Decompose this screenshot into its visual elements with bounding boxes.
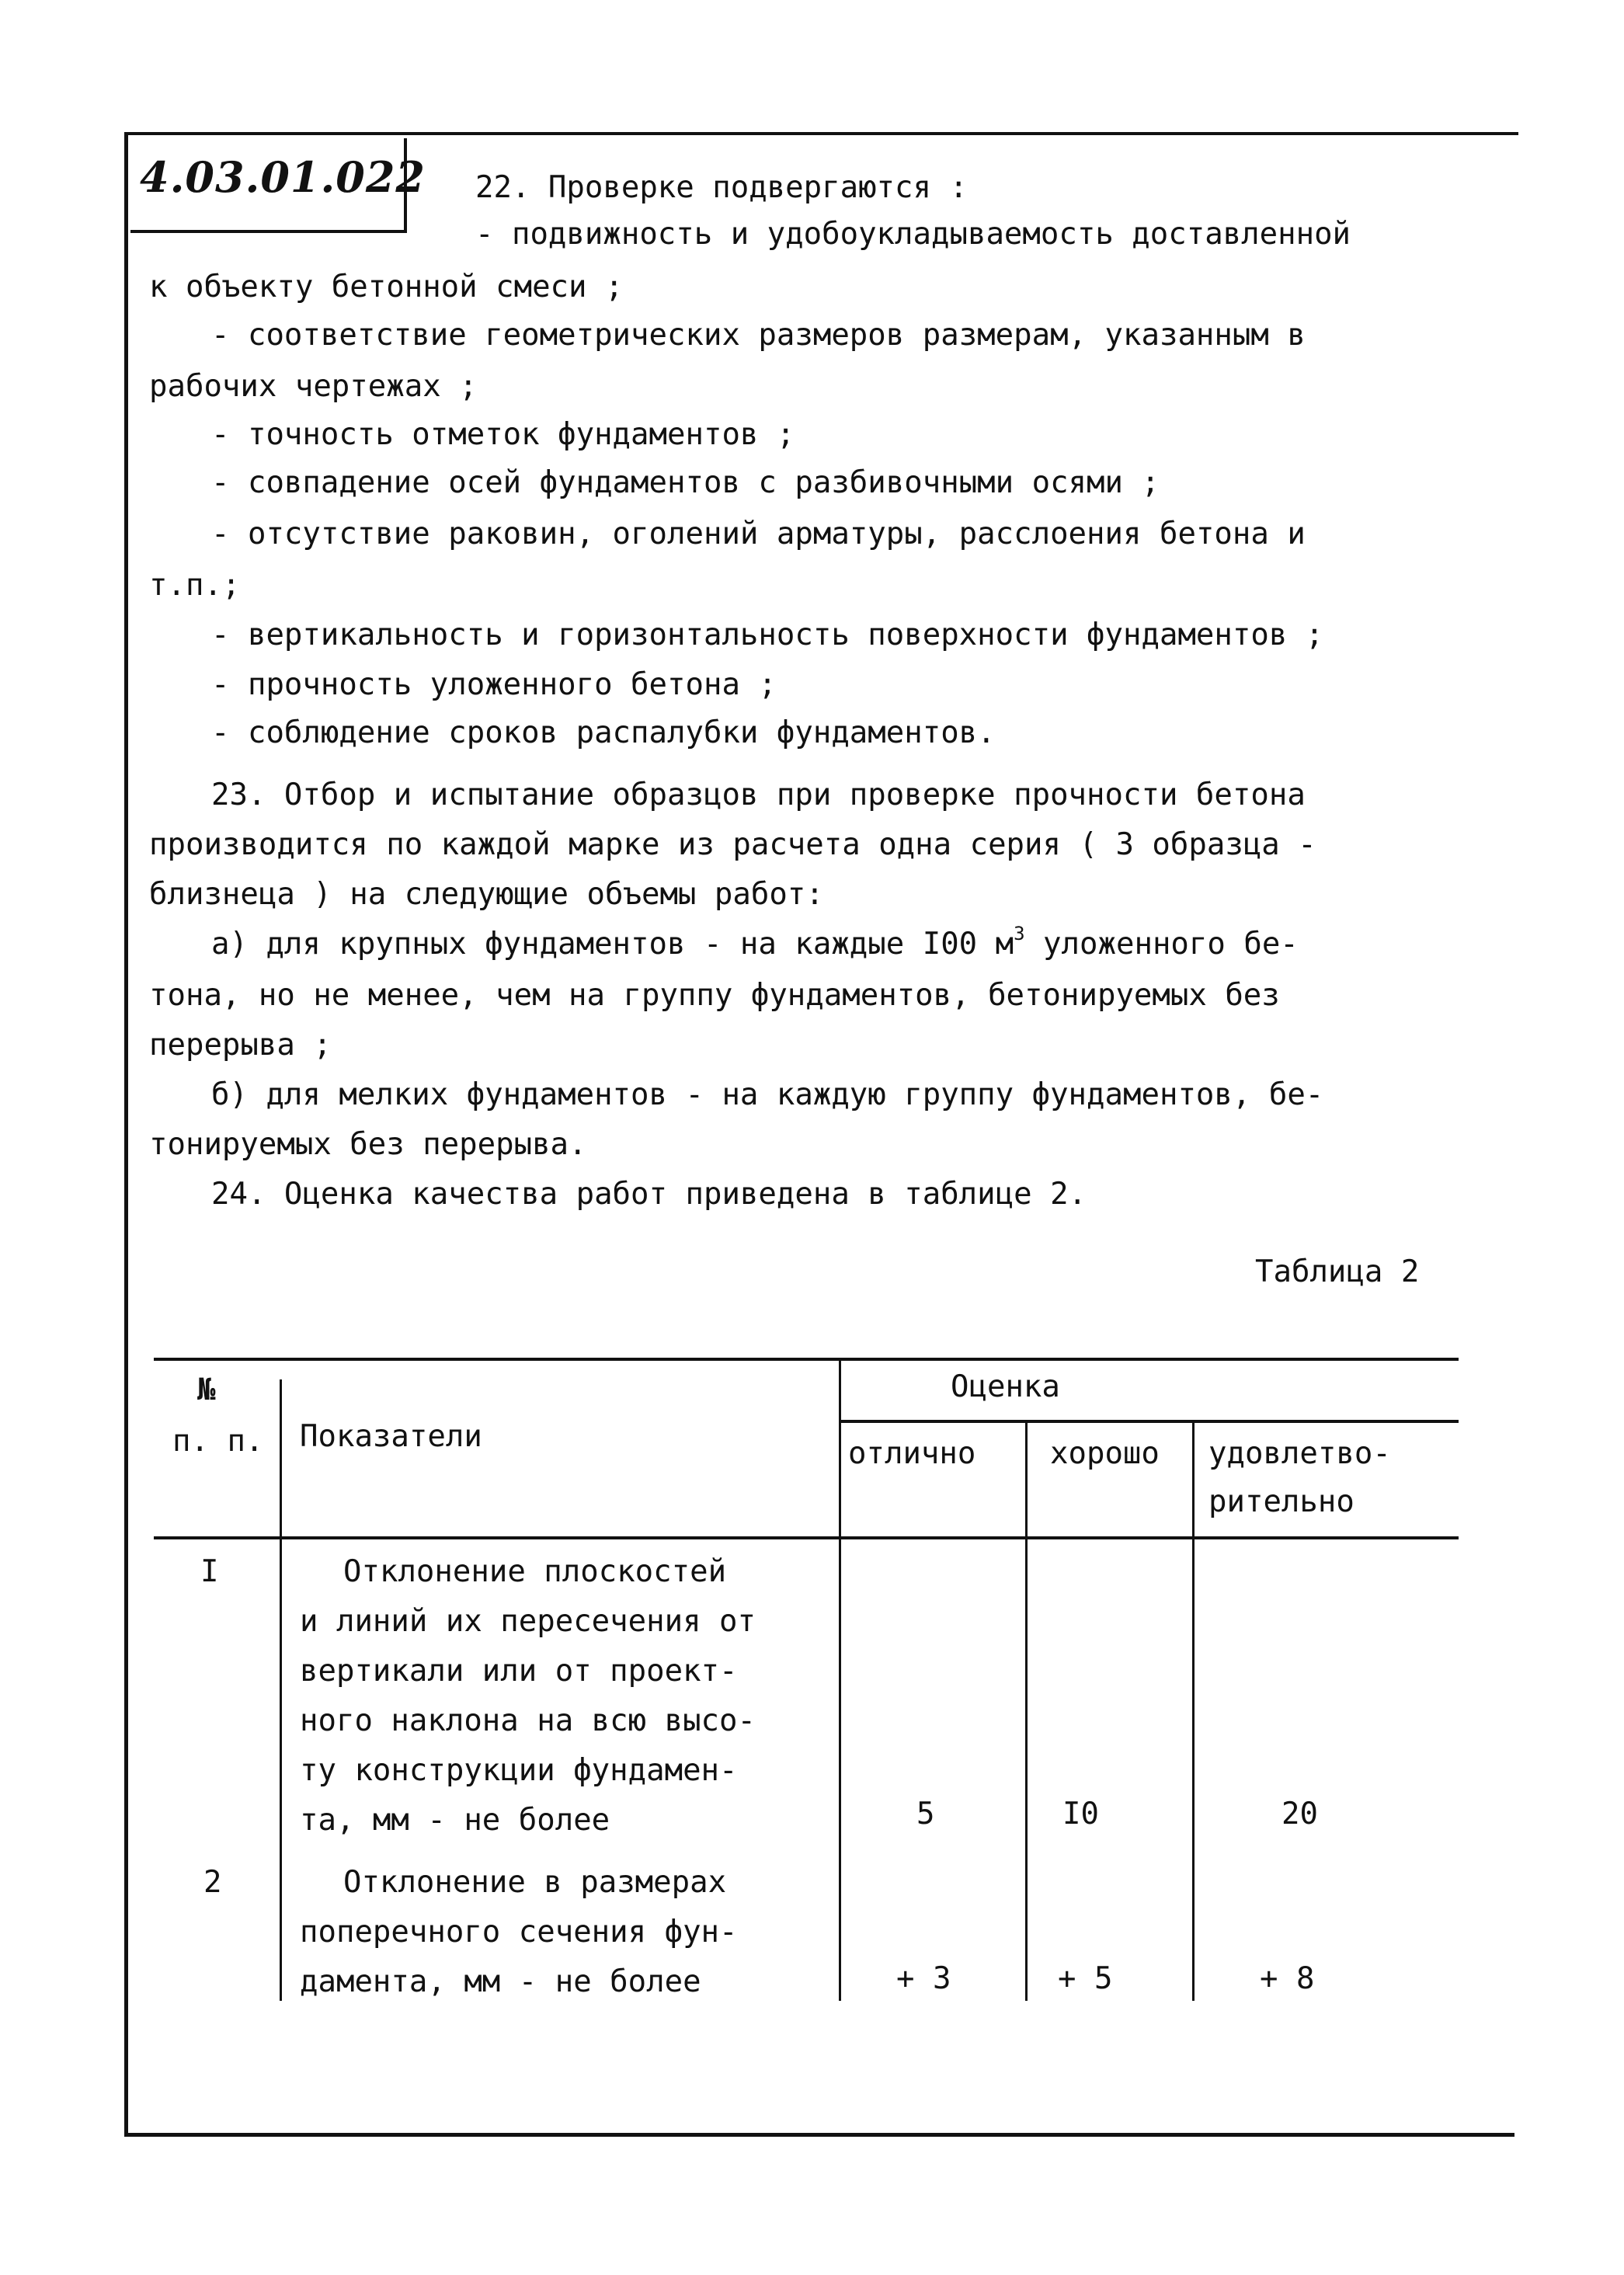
table-header-satisfactory-2: рительно (1208, 1484, 1354, 1519)
table-row-1-desc: ту конструкции фундамен- (300, 1753, 738, 1788)
text-line: тонируемых без перерыва. (149, 1127, 587, 1162)
table-header-indicators: Показатели (300, 1419, 482, 1454)
paragraph-23-heading: 23. Отбор и испытание образцов при проверке прочности бетона (211, 777, 1306, 812)
table-row-1-good: I0 (1062, 1797, 1099, 1831)
table-row-2-desc: Отклонение в размерах (343, 1865, 727, 1900)
table-row-1-desc: та, мм - не более (300, 1803, 610, 1838)
table-column-divider (839, 1361, 841, 2001)
table-caption: Таблица 2 (1255, 1254, 1420, 1289)
text-line: перерыва ; (149, 1028, 332, 1063)
table-rating-rule (839, 1420, 1459, 1423)
table-row-2-good: + 5 (1058, 1961, 1113, 1996)
table-row-1-desc: и линий их пересечения от (300, 1604, 756, 1639)
text-line: - прочность уложенного бетона ; (211, 667, 777, 702)
table-column-divider (1192, 1423, 1195, 2001)
table-header-satisfactory-1: удовлетво- (1208, 1436, 1391, 1471)
text-line: тона, но не менее, чем на группу фундаментов, бетонируемых без (149, 978, 1280, 1013)
text-segment: уложенного бе- (1024, 927, 1299, 962)
table-column-divider (1025, 1423, 1028, 2001)
table-row-1-desc: Отклонение плоскостей (343, 1554, 727, 1589)
document-number (140, 152, 426, 202)
table-row-1-num: I (200, 1554, 219, 1589)
table-row-2-excellent: + 3 (896, 1961, 951, 1996)
table-header-num: п. п. (172, 1424, 264, 1459)
text-line: - точность отметок фундаментов ; (211, 417, 795, 452)
table-row-2-num: 2 (203, 1865, 222, 1900)
text-line: рабочих чертежах ; (149, 369, 478, 404)
superscript: 3 (1014, 923, 1025, 944)
text-line: - соблюдение сроков распалубки фундаментов. (211, 715, 996, 750)
table-row-1-excellent: 5 (916, 1797, 935, 1831)
table-header-good: хорошо (1050, 1436, 1160, 1471)
text-line: - отсутствие раковин, оголений арматуры, расслоения бетона и (211, 517, 1306, 551)
table-header-rating: Оценка (951, 1369, 1060, 1404)
frame-left-border (124, 132, 128, 2136)
document-number-main: 4.03.01.02 (140, 152, 396, 202)
table-row-1-satisfactory: 20 (1281, 1797, 1318, 1831)
text-line: - совпадение осей фундаментов с разбивочными осями ; (211, 465, 1160, 500)
text-segment: а) для крупных фундаментов - на каждые I00 м (211, 927, 1014, 962)
table-row-2-satisfactory: + 8 (1260, 1961, 1315, 1996)
table-row-1-desc: вертикали или от проект- (300, 1654, 738, 1689)
text-line: - подвижность и удобоукладываемость доставленной (475, 217, 1351, 252)
text-line: - вертикальность и горизонтальность поверхности фундаментов ; (211, 617, 1324, 652)
table-row-2-desc: дамента, мм - не более (300, 1964, 701, 1999)
text-line: т.п.; (149, 568, 241, 603)
table-header-excellent: отлично (848, 1436, 976, 1471)
table-row-1-desc: ного наклона на всю высо- (300, 1703, 756, 1738)
table-top-rule (154, 1358, 1459, 1361)
frame-top-border (124, 132, 1518, 135)
text-line: б) для мелких фундаментов - на каждую группу фундаментов, бе- (211, 1077, 1324, 1112)
text-line: производится по каждой марке из расчета одна серия ( 3 образца - (149, 827, 1316, 862)
paragraph-24-heading: 24. Оценка качества работ приведена в таблице 2. (211, 1177, 1087, 1212)
table-row-2-desc: поперечного сечения фун- (300, 1915, 738, 1950)
text-line: - соответствие геометрических размеров размерам, указанным в (211, 318, 1306, 353)
table-header-num-sign: № (197, 1372, 216, 1407)
table-column-divider (280, 1379, 282, 2001)
document-number-suffix: 2 (395, 152, 426, 202)
paragraph-22-heading: 22. Проверке подвергаются : (475, 170, 968, 205)
text-line: к объекту бетонной смеси ; (149, 270, 624, 304)
text-line (211, 923, 1299, 962)
table-header-rule (154, 1536, 1459, 1539)
text-line: близнеца ) на следующие объемы работ: (149, 877, 824, 912)
frame-bottom-border (124, 2133, 1514, 2137)
